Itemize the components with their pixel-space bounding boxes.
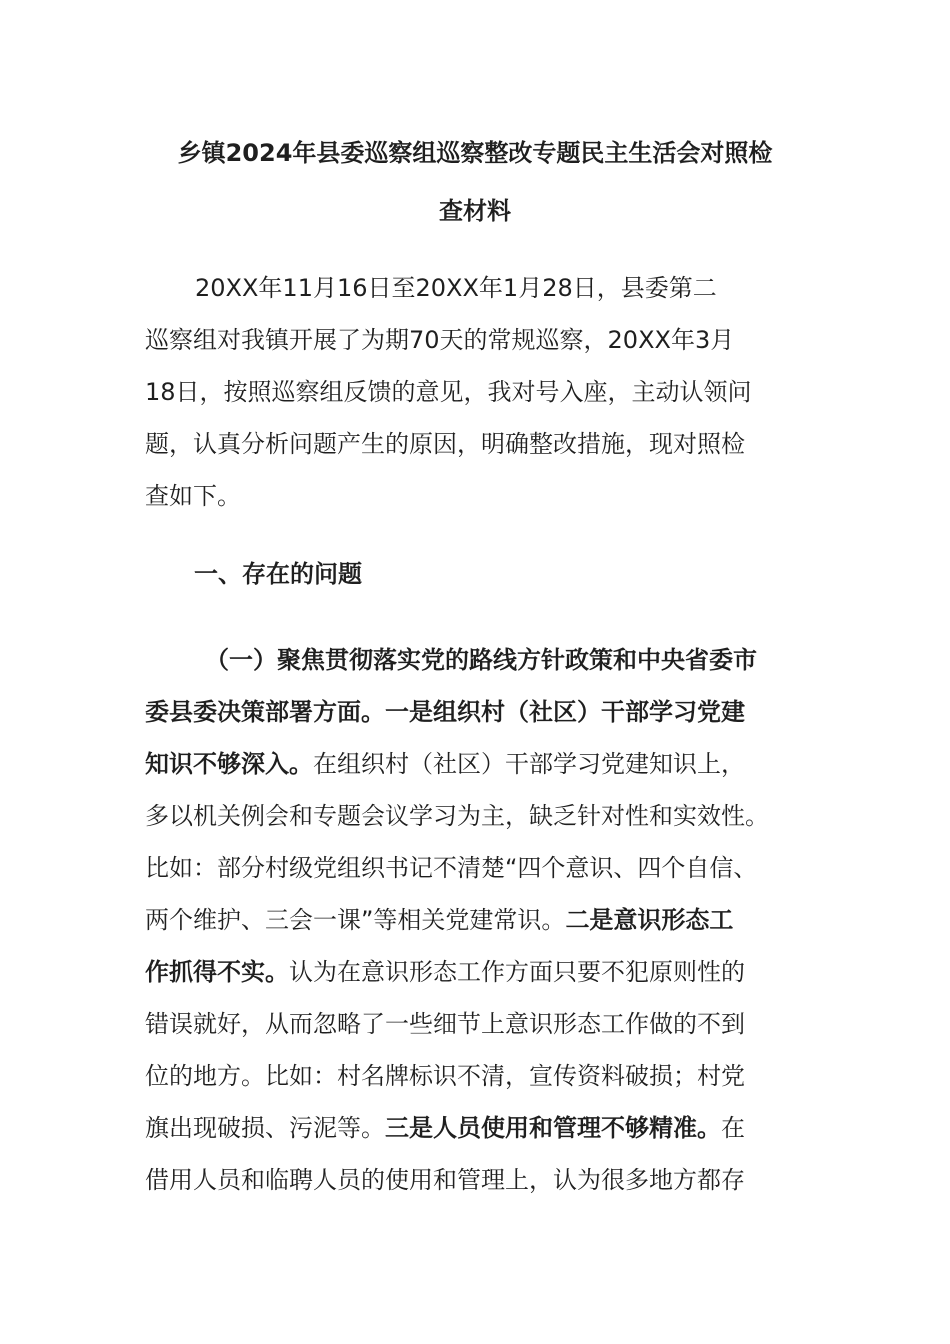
paragraph-line [145,894,825,946]
point-2-title-cont: 作抓得不实。 [145,958,289,986]
title-line-2: 查材料 [439,197,511,225]
paragraph-line: 借用人员和临聘人员的使用和管理上，认为很多地方都存 [145,1166,745,1194]
intro-line: 查如下。 [145,482,241,510]
point-2-title: 二是意识形态工 [565,906,734,934]
subsection-heading: （一）聚焦贯彻落实党的路线方针政策和中央省委市 [205,646,757,674]
point-1-title: 知识不够深入。 [145,750,313,778]
paragraph-line: 多以机关例会和专题会议学习为主，缺乏针对性和实效性。 [145,802,769,830]
title-line-1: 乡镇2024年县委巡察组巡察整改专题民主生活会对照检 [177,139,773,167]
paragraph-line: 比如：部分村级党组织书记不清楚“四个意识、四个自信、 [145,854,758,882]
point-2-example: 旗出现破损、污泥等。 [145,1114,385,1142]
paragraph-line [145,1102,825,1154]
intro-line: 巡察组对我镇开展了为期70天的常规巡察，20XX年3月 [145,326,735,354]
point-1-example: 两个维护、三会一课”等相关党建常识。 [145,906,566,934]
point-1-text: 在组织村（社区）干部学习党建知识上， [313,750,745,778]
intro-line: 题，认真分析问题产生的原因，明确整改措施，现对照检 [145,430,745,458]
paragraph-line [145,946,825,998]
intro-paragraph [145,262,825,522]
paragraph-line: 委县委决策部署方面。一是组织村（社区）干部学习党建 [145,698,745,726]
document-title [140,124,810,240]
subsection-1-paragraph [145,634,825,1206]
paragraph-line: 错误就好，从而忽略了一些细节上意识形态工作做的不到 [145,1010,745,1038]
point-3-text: 在 [721,1114,745,1142]
point-3-title: 三是人员使用和管理不够精准。 [385,1114,721,1142]
paragraph-line: 位的地方。比如：村名牌标识不清，宣传资料破损；村党 [145,1062,745,1090]
paragraph-line [145,738,825,790]
intro-line: 18日，按照巡察组反馈的意见，我对号入座，主动认领问 [145,378,752,406]
section-heading-problems: 一、存在的问题 [194,560,362,588]
point-2-text: 认为在意识形态工作方面只要不犯原则性的 [289,958,745,986]
intro-line: 20XX年11月16日至20XX年1月28日，县委第二 [195,274,717,302]
